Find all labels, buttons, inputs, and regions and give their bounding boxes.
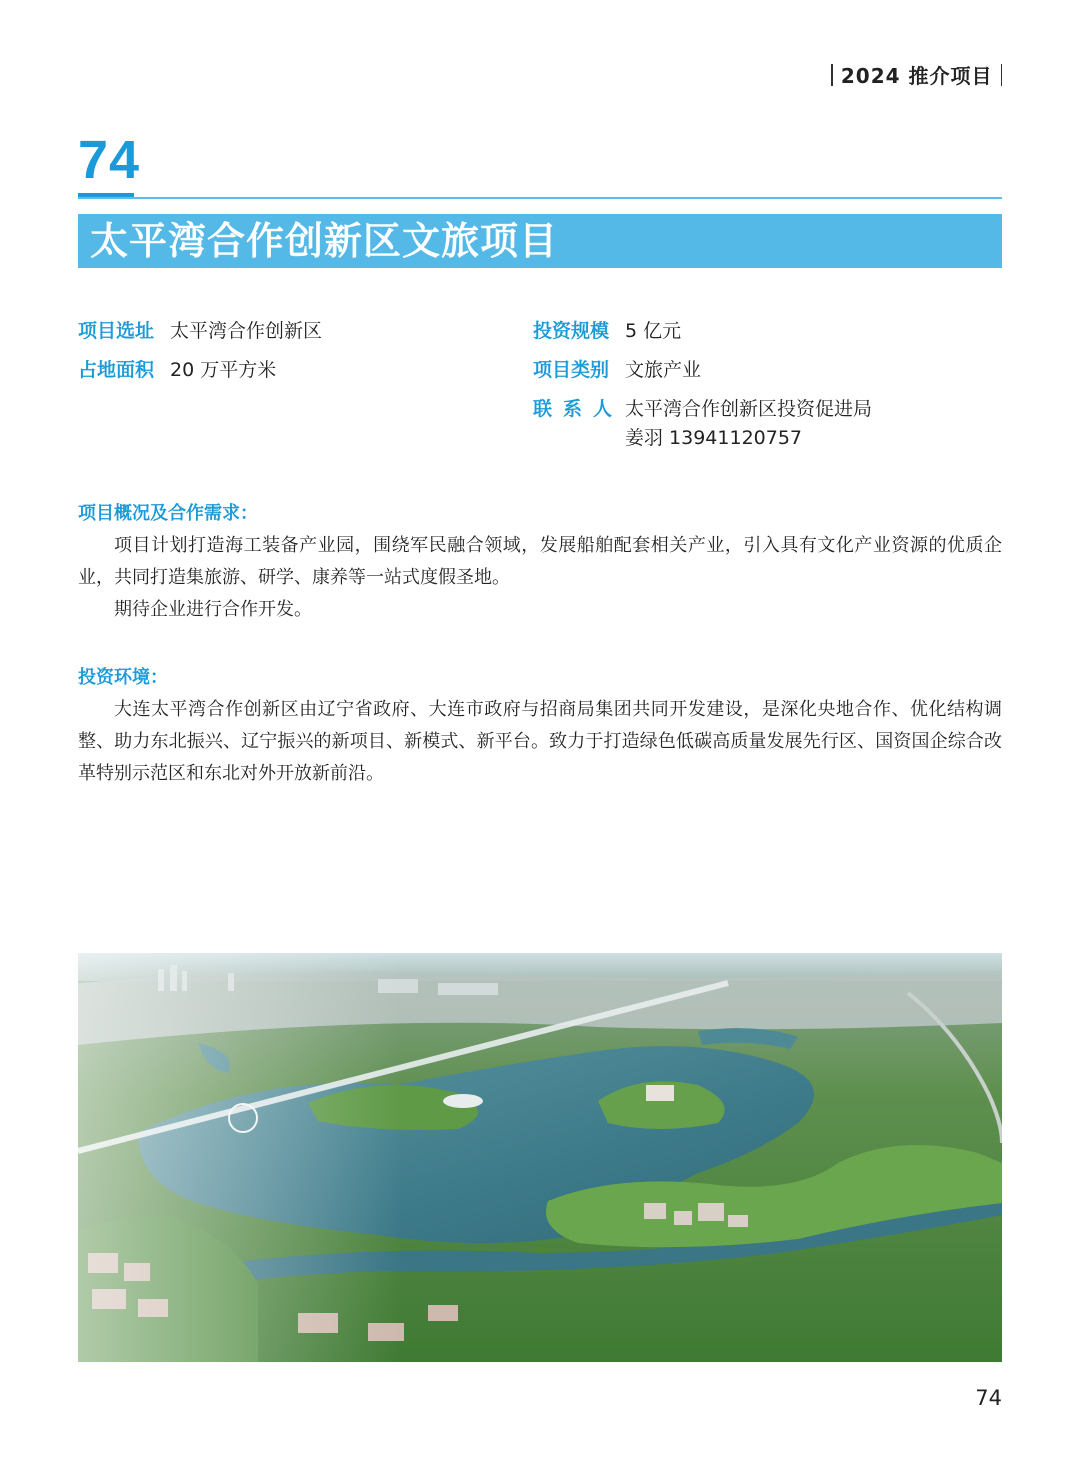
paragraph: 期待企业进行合作开发。 <box>114 599 312 620</box>
aerial-rendering-svg <box>78 953 1002 1362</box>
section-environment <box>78 664 1002 790</box>
info-label: 项目类别 <box>533 359 610 381</box>
info-row-category <box>533 357 872 383</box>
contact-person: 姜羽 13941120757 <box>625 427 803 449</box>
info-value: 5 亿元 <box>625 320 682 342</box>
info-label: 项目选址 <box>78 320 155 342</box>
title-rule <box>78 197 1002 199</box>
info-value: 20 万平方米 <box>170 359 277 381</box>
info-label: 联系人 <box>533 398 624 420</box>
page-number: 74 <box>975 1386 1002 1410</box>
info-row-investment <box>533 318 872 344</box>
info-row-location <box>78 318 322 344</box>
project-number: 74 <box>78 130 141 190</box>
info-value: 文旅产业 <box>625 359 702 381</box>
info-value: 太平湾合作创新区 <box>170 320 323 342</box>
running-head <box>831 60 1002 89</box>
info-label: 投资规模 <box>533 320 610 342</box>
section-heading: 投资环境： <box>78 667 168 688</box>
contact-org: 太平湾合作创新区投资促进局 <box>625 398 873 420</box>
divider <box>831 64 833 86</box>
running-title: 2024 推介项目 <box>840 64 993 88</box>
aerial-rendering-image <box>78 953 1002 1362</box>
project-title: 太平湾合作创新区文旅项目 <box>78 214 1002 268</box>
section-heading: 项目概况及合作需求： <box>78 503 258 524</box>
info-row-area <box>78 357 322 383</box>
section-overview <box>78 500 1002 626</box>
info-label: 占地面积 <box>78 359 155 381</box>
info-row-contact <box>533 396 872 451</box>
paragraph: 项目计划打造海工装备产业园，围绕军民融合领域，发展船舶配套相关产业，引入具有文化产业资源的优质企业，共同打造集旅游、研学、康养等一站式度假圣地。 <box>78 535 1002 588</box>
divider <box>1001 64 1003 86</box>
paragraph: 大连太平湾合作创新区由辽宁省政府、大连市政府与招商局集团共同开发建设，是深化央地合作、优化结构调整、助力东北振兴、辽宁振兴的新项目、新模式、新平台。致力于打造绿色低碳高质量发展先行区、国资国企综合改革特别示范区和东北对外开放新前沿。 <box>78 699 1002 784</box>
info-value <box>625 396 872 451</box>
info-right-column <box>533 318 872 464</box>
info-left-column <box>78 318 322 396</box>
